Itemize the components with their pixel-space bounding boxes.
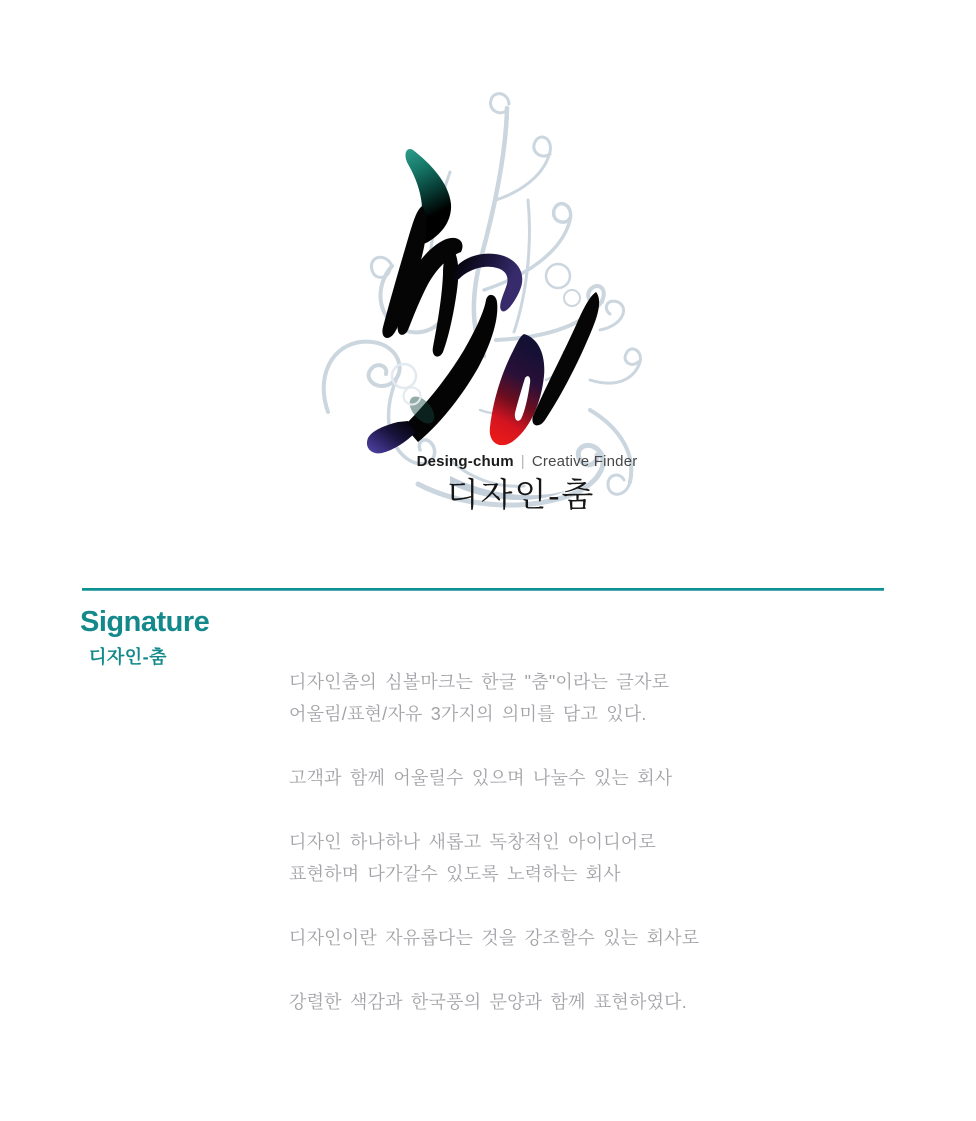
logo-tagline: Creative Finder <box>531 453 638 470</box>
section-subheading: 디자인-춤 <box>89 647 168 667</box>
paragraph-line: 어울림/표현/자유 3가지의 의미를 담고 있다. <box>289 704 647 724</box>
paragraph-line: 강렬한 색감과 한국풍의 문양과 함께 표현하였다. <box>289 992 687 1012</box>
paragraph <box>289 986 789 1018</box>
paragraph-line: 디자인이란 자유롭다는 것을 강조할수 있는 회사로 <box>289 928 700 948</box>
paragraph-line: 표현하며 다가갈수 있도록 노력하는 회사 <box>289 864 621 884</box>
section-heading: Signature <box>80 606 210 638</box>
paragraph-line: 고객과 함께 어울릴수 있으며 나눌수 있는 회사 <box>289 768 673 788</box>
logo-wordmark-latin <box>300 453 700 470</box>
body-copy <box>289 666 789 1050</box>
logo-wordmark-korean: 디자인-춤 <box>446 478 596 514</box>
logo-brand-name: Desing-chum <box>416 453 514 470</box>
paragraph-line: 디자인 하나하나 새롭고 독창적인 아이디어로 <box>289 832 656 852</box>
paragraph <box>289 762 789 794</box>
section-divider-line <box>82 588 884 591</box>
paragraph-line: 디자인춤의 심볼마크는 한글 "춤"이라는 글자로 <box>289 672 670 692</box>
paragraph <box>289 666 789 730</box>
brush-stroke-purple-tail <box>367 421 416 453</box>
logo-separator: | <box>520 453 525 470</box>
brush-stroke-navy-red <box>490 334 545 445</box>
paragraph <box>289 922 789 954</box>
paragraph <box>289 826 789 890</box>
